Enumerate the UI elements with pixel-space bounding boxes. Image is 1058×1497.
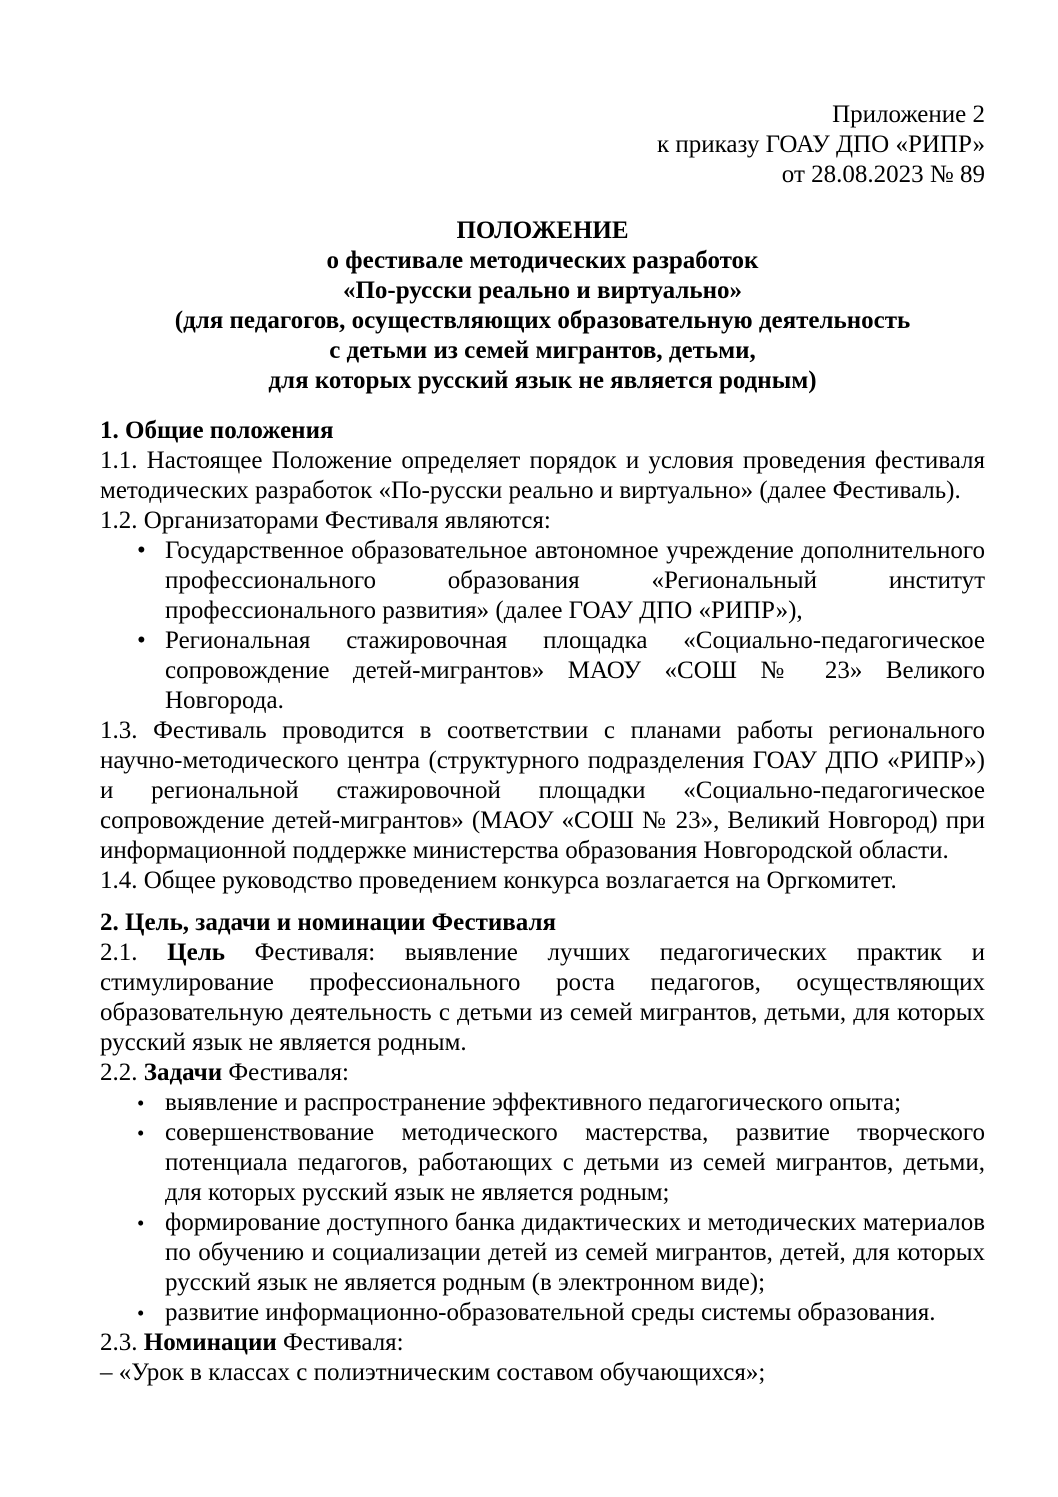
inline-bold-term: Цель (167, 939, 225, 966)
paragraph-1-4: 1.4. Общее руководство проведением конкурса возлагается на Оргкомитет. (100, 867, 897, 894)
list-item (100, 1088, 985, 1118)
list-item-text: Государственное образовательное автономное учреждение дополнительного профессионального образования «Региональный институт профессионального развития» (далее ГОАУ ДПО «РИПР»), (165, 537, 985, 624)
section-general (100, 416, 985, 896)
paragraph-text: Фестиваля: выявление лучших педагогических практик и стимулирование профессионального роста педагогов, осуществляющих образовательную деятельность с детьми из семей мигрантов, детьми, для которых русский язык не является родным. (100, 939, 985, 1056)
nomination-item: – «Урок в классах с полиэтническим составом обучающихся»; (100, 1359, 766, 1386)
document-header (100, 100, 985, 190)
list-item-text: формирование доступного банка дидактических и методических материалов по обучению и социализации детей из семей мигрантов, детей, для которых русский язык не является родным (в электронном виде); (165, 1209, 985, 1296)
bullet-marker: • (137, 1121, 145, 1145)
list-item (100, 1118, 985, 1208)
section-goals (100, 908, 985, 1388)
section1-heading: 1. Общие положения (100, 417, 334, 444)
list-item (100, 536, 985, 626)
paragraph-1-3: 1.3. Фестиваль проводится в соответствии с планами работы регионального научно-методического центра (структурного подразделения ГОАУ ДПО «РИПР») и региональной стажировочной площадки «Социально-педагогическое сопровождение детей-мигрантов» (МАОУ «СОШ № 23», Великий Новгород) при информационной поддержке министерства образования Новгородской области. (100, 717, 985, 864)
bullet-marker: • (137, 627, 146, 654)
inline-bold-term: Номинации (143, 1329, 277, 1356)
bullet-marker: • (137, 1301, 145, 1325)
paragraph-number: 2.1. (100, 939, 138, 966)
title-line: с детьми из семей мигрантов, детьми, (329, 337, 756, 364)
list-item (100, 1208, 985, 1298)
bullet-marker: • (137, 537, 146, 564)
bullet-marker: • (137, 1091, 145, 1115)
title-line: (для педагогов, осуществляющих образовательную деятельность (174, 307, 911, 334)
header-line: Приложение 2 (832, 101, 985, 128)
header-line: от 28.08.2023 № 89 (781, 161, 985, 188)
list-item-text: развитие информационно-образовательной среды системы образования. (165, 1299, 936, 1326)
paragraph-number: 2.2. (100, 1059, 138, 1086)
title-line: «По-русски реально и виртуально» (342, 277, 743, 304)
paragraph-1-2: 1.2. Организаторами Фестиваля являются: (100, 507, 551, 534)
list-item-text: Региональная стажировочная площадка «Социально-педагогическое сопровождение детей-мигрантов» МАОУ «СОШ № 23» Великого Новгорода. (165, 627, 985, 714)
paragraph-2-1 (100, 938, 985, 1058)
title-line: ПОЛОЖЕНИЕ (456, 217, 629, 244)
inline-bold-term: Задачи (143, 1059, 223, 1086)
paragraph-2-3 (100, 1328, 985, 1358)
paragraph-number: 2.3. (100, 1329, 138, 1356)
document-title (100, 216, 985, 396)
paragraph-text: Фестиваля: (283, 1329, 404, 1356)
list-item-text: выявление и распространение эффективного педагогического опыта; (165, 1089, 902, 1116)
paragraph-text: Фестиваля: (228, 1059, 349, 1086)
list-item (100, 626, 985, 716)
paragraph-1-1: 1.1. Настоящее Положение определяет порядок и условия проведения фестиваля методических разработок «По-русски реально и виртуально» (далее Фестиваль). (100, 447, 985, 504)
header-line: к приказу ГОАУ ДПО «РИПР» (656, 131, 985, 158)
bullet-marker: • (137, 1211, 145, 1235)
title-line: для которых русский язык не является родным) (268, 367, 817, 394)
list-item-text: совершенствование методического мастерства, развитие творческого потенциала педагогов, работающих с детьми из семей мигрантов, детьми, для которых русский язык не является родным; (165, 1119, 985, 1206)
title-line: о фестивале методических разработок (326, 247, 759, 274)
section2-heading: 2. Цель, задачи и номинации Фестиваля (100, 909, 557, 936)
list-item (100, 1298, 985, 1328)
paragraph-2-2 (100, 1058, 985, 1088)
